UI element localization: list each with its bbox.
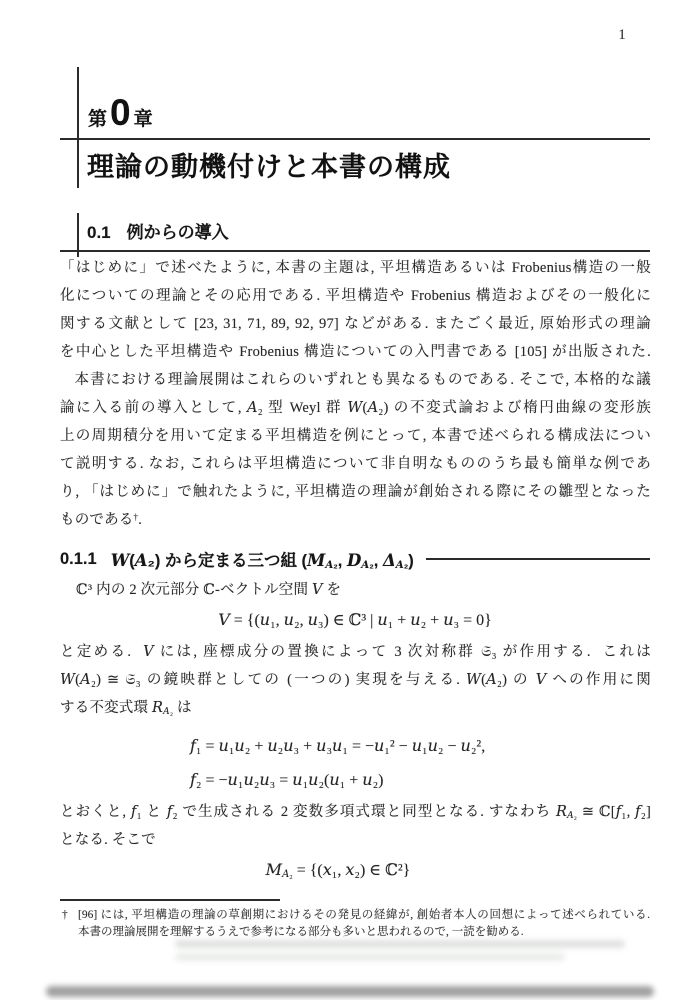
footnote-line: [96] には, 平坦構造の理論の草創期におけるその発見の経緯が, 創始者本人の回想によって述べられている.	[78, 909, 650, 921]
footnote-marker: †	[62, 909, 68, 921]
footnote-divider-rule	[60, 899, 280, 901]
section-number: 0.1	[87, 223, 111, 242]
display-equation-m: $M_{A_2} = \{(x_1$, x₂) ∈ ℂ²}	[265, 860, 411, 881]
paragraph-line: ものである†.	[60, 511, 143, 528]
chapter-prefix: 第	[88, 109, 108, 130]
intro-paragraphs	[60, 254, 651, 534]
paragraph-line: と定める. V には, 座標成分の置換によって 3 次対称群 𝔖₃ が作用する. これは	[60, 644, 651, 660]
invariant-paragraph	[60, 638, 651, 722]
paragraph-line: を中心とした平坦構造や Frobenius 構造についての入門書である [105] が出版された.	[60, 344, 651, 360]
display-equation-v: V = {(u₁, u₂, u₃) ∈ ℂ³ | u₁ + u₂ + u₃ = 0}	[218, 610, 492, 629]
chapter-number: 0	[110, 92, 131, 133]
subsection-number: 0.1.1	[60, 549, 97, 568]
subsection-title: W(A₂) から定まる三つ組 ($M_{A_2}$, $D_{A_2}$, $\Delta_{A_2}$)	[110, 551, 414, 572]
chapter-suffix: 章	[133, 109, 153, 130]
paragraph-line: て説明する. なお, これらは平坦構造について非自明なもののうち最も簡単な例であ	[60, 456, 651, 472]
section-heading	[87, 219, 229, 247]
paragraph-line: とおくと, f₁ と f₂ で生成される 2 変数多項式環と同型となる. すなわち $R_{A_2}$ ≅ ℂ[f₁, f₂]	[60, 804, 651, 821]
chapter-divider-rule	[60, 138, 650, 140]
footnote-text	[78, 907, 650, 941]
paragraph-line: 「はじめに」で述べたように, 本書の主題は, 平坦構造あるいは Frobenius構造の一般	[60, 260, 651, 276]
chapter-title: 理論の動機付けと本書の構成	[87, 152, 451, 182]
paragraph-line: 本書における理論展開はこれらのいずれとも異なるものである. そこで, 本格的な議	[74, 372, 651, 388]
footnote-line: 本書の理論展開を理解するうえで参考になる部分も多いと思われるので, 一読を勧める.	[78, 926, 524, 938]
footnote	[62, 907, 650, 941]
bleed-through-smudge	[175, 940, 625, 948]
chapter-label	[88, 92, 153, 134]
paragraph-line: り, 「はじめに」で触れたように, 平坦構造の理論が創始される際にその雛型となった	[60, 484, 651, 500]
paragraph-line: ℂ³ 内の 2 次元部分 ℂ-ベクトル空間 V を	[76, 582, 342, 598]
paragraph-line: W(A₂) ≅ 𝔖₃ の鏡映群としての (一つの) 実現を与える. W(A₂) の V への作用に関	[60, 672, 651, 688]
section-title: 例からの導入	[126, 223, 229, 242]
page-number: 1	[618, 27, 626, 43]
paragraph-line: 論に入る前の導入として, A₂ 型 Weyl 群 W(A₂) の不変式論および楕円曲線の変形族	[60, 400, 651, 416]
closing-paragraph	[60, 798, 651, 854]
paragraph-line: 関する文献として [23, 31, 71, 89, 92, 97] などがある. またごく最近, 原始形式の理論	[60, 316, 651, 332]
paragraph-line: となる. そこで	[60, 832, 156, 848]
display-equation-f1: f₁ = u₁u₂ + u₂u₃ + u₃u₁ = −u₁² − u₁u₂ − u₂²,	[190, 736, 486, 755]
paragraph-line: 上の周期積分を用いて定まる平坦構造を例にとって, 本書で述べられる構成法につい	[60, 428, 651, 444]
subsection-trailing-rule	[426, 558, 650, 560]
subsection-heading	[60, 545, 650, 573]
section-divider-rule	[60, 250, 650, 252]
display-equation-f2: f₂ = −u₁u₂u₃ = u₁u₂(u₁ + u₂)	[190, 770, 384, 789]
chapter-left-rule	[77, 67, 79, 188]
bleed-through-smudge	[175, 953, 565, 961]
paragraph-line: する不変式環 $R_{A_2}$ は	[60, 700, 192, 717]
paragraph-line: 化についての理論とその応用である. 平坦構造や Frobenius 構造およびその一般化に	[60, 288, 651, 304]
bottom-scan-shadow	[46, 986, 654, 997]
